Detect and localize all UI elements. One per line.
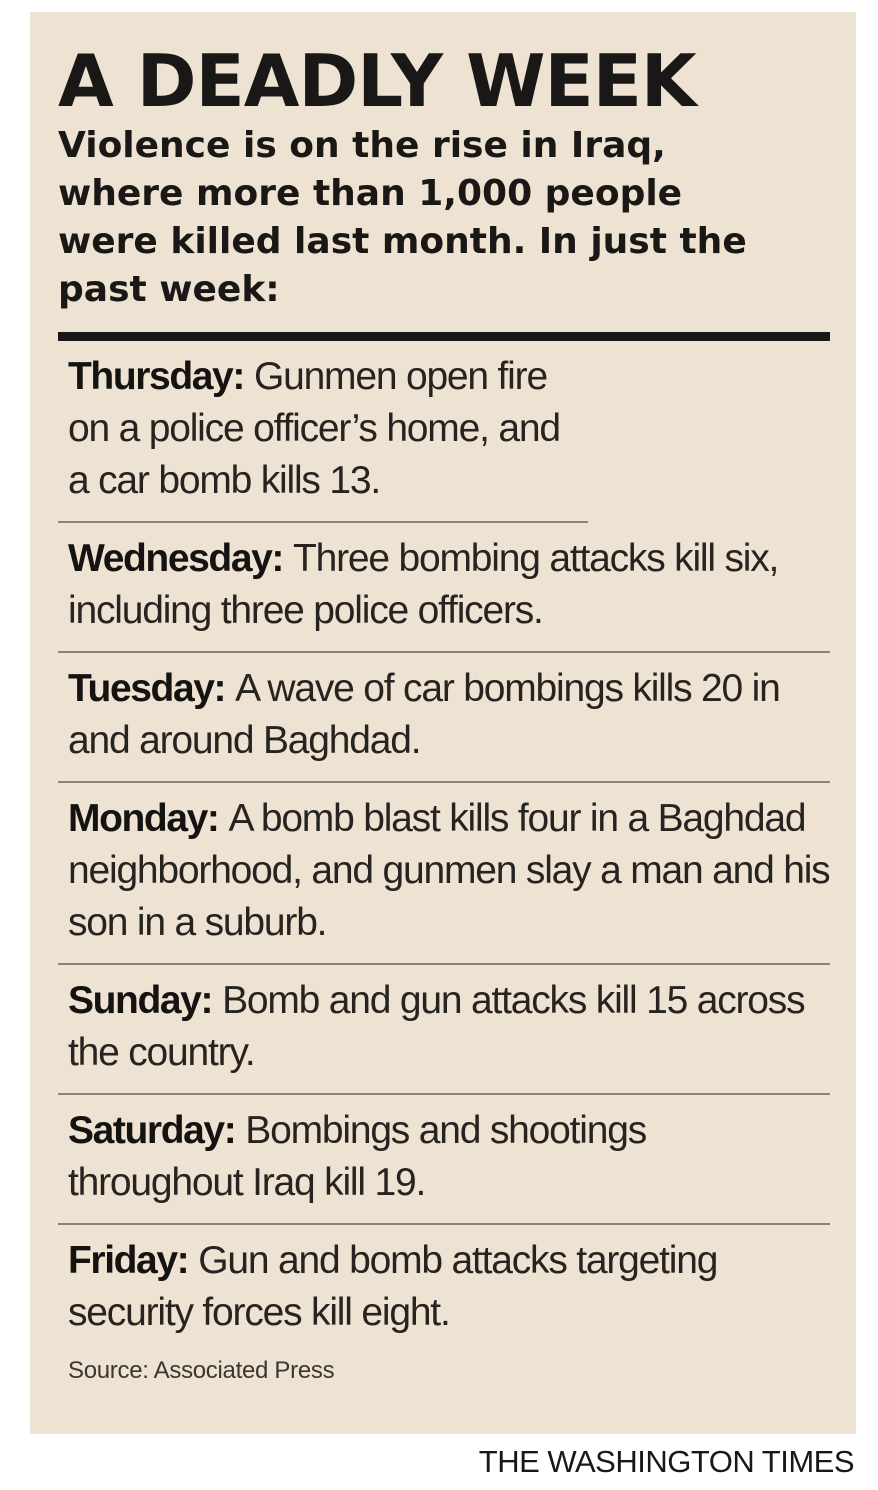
day-description: Bombings and shootings throughout Iraq kill 19. (68, 1109, 646, 1204)
entry-monday (58, 783, 830, 965)
day-label: Saturday: (68, 1109, 236, 1152)
day-label: Wednesday: (68, 537, 284, 580)
entry-friday (58, 1225, 830, 1353)
infographic-panel (30, 12, 856, 1434)
entry-tuesday (58, 653, 830, 783)
day-list (58, 341, 830, 1353)
entry-sunday (58, 965, 830, 1095)
entry-thursday (58, 341, 588, 523)
thick-divider (58, 332, 830, 341)
source-note: Source: Associated Press (68, 1357, 335, 1384)
day-label: Tuesday: (68, 667, 226, 710)
day-label: Monday: (68, 797, 219, 840)
day-description: Bomb and gun attacks kill 15 across the country. (68, 979, 805, 1074)
day-description: Three bombing attacks kill six, including three police officers. (68, 537, 779, 632)
entry-wednesday (58, 523, 830, 653)
day-description: Gunmen open fire on a police officer’s home, and a car bomb kills 13. (68, 355, 560, 502)
day-description: A wave of car bombings kills 20 in and around Baghdad. (68, 667, 780, 762)
day-label: Friday: (68, 1239, 189, 1282)
day-label: Thursday: (68, 355, 244, 398)
publication-credit: THE WASHINGTON TIMES (478, 1444, 854, 1479)
day-description: Gun and bomb attacks targeting security forces kill eight. (68, 1239, 718, 1334)
entry-saturday (58, 1095, 830, 1225)
headline: A DEADLY WEEK (58, 39, 696, 123)
day-label: Sunday: (68, 979, 213, 1022)
day-description: A bomb blast kills four in a Baghdad neighborhood, and gunmen slay a man and his son in a suburb. (68, 797, 830, 944)
intro-text: Violence is on the rise in Iraq, where more than 1,000 people were killed last month. In just the past week: (58, 125, 747, 310)
